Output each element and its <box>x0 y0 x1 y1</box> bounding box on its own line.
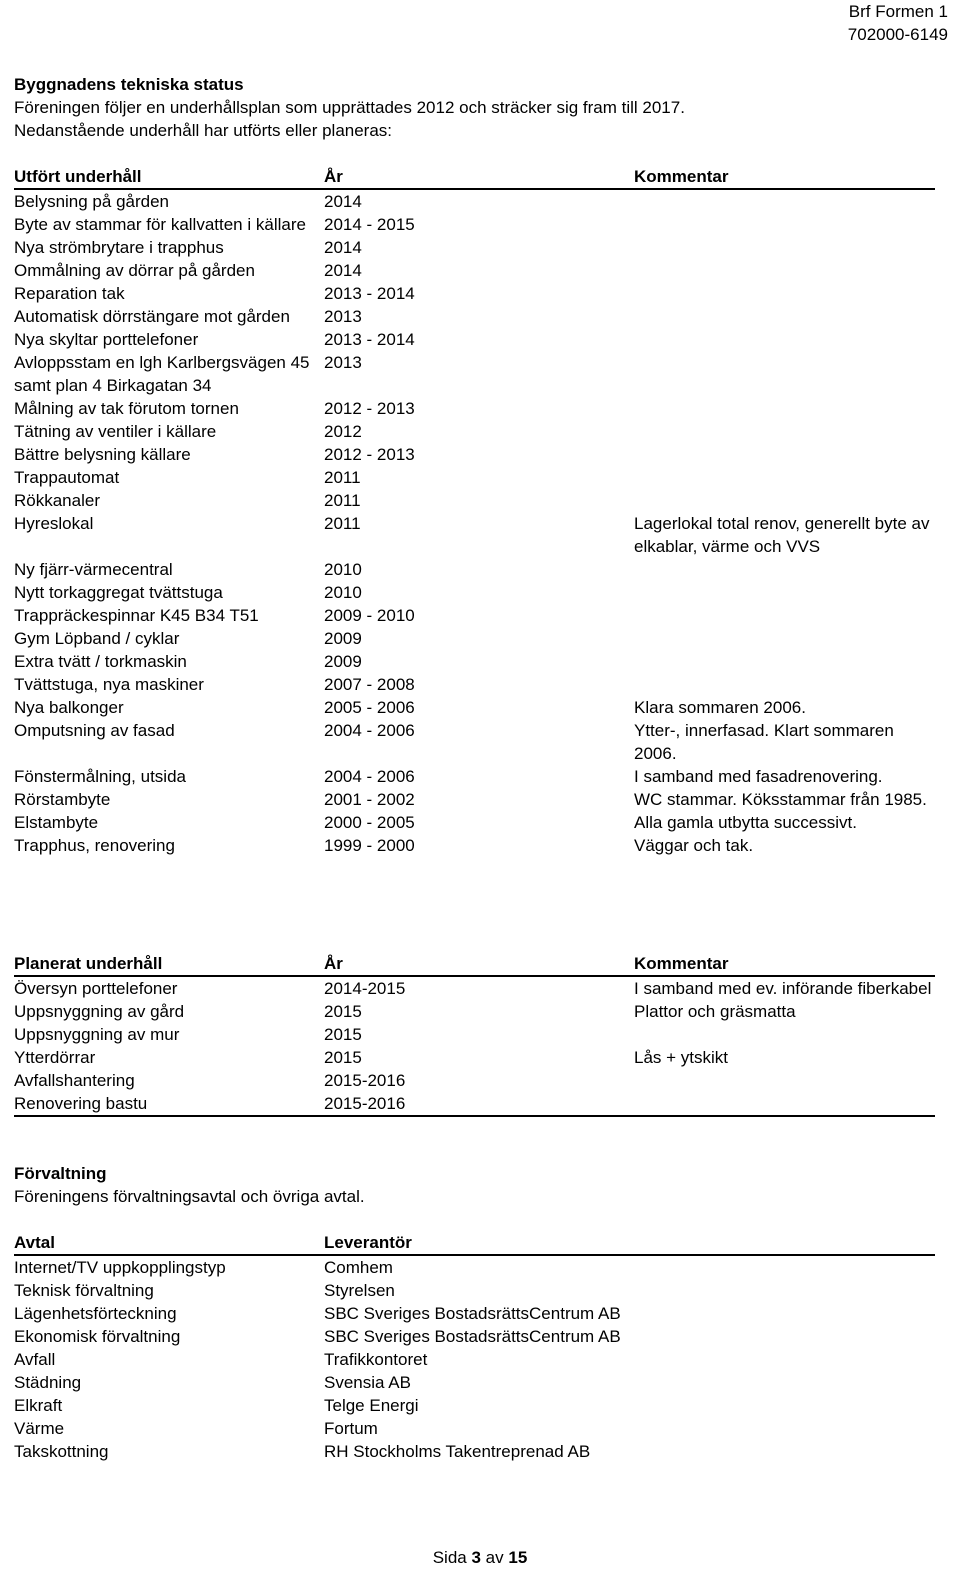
table-cell <box>634 650 935 673</box>
table-cell: 2013 - 2014 <box>324 284 415 303</box>
footer-prefix: Sida <box>432 1548 467 1567</box>
table-cell: 2011 <box>324 468 361 487</box>
table-cell: Omputsning av fasad <box>14 721 175 740</box>
contracts-table <box>14 1231 935 1463</box>
table-cell: Väggar och tak. <box>634 836 754 855</box>
table-cell: 2010 <box>324 583 362 602</box>
table-row <box>14 328 935 351</box>
table-cell: Belysning på gården <box>14 192 170 211</box>
table-row <box>14 1302 935 1325</box>
table-cell: Byte av stammar för kallvatten i källare <box>14 215 306 234</box>
done-col-year: År <box>324 165 634 189</box>
table-row <box>14 189 935 213</box>
table-row <box>14 1279 935 1302</box>
table-cell: Nya balkonger <box>14 698 124 717</box>
table-row <box>14 1023 935 1046</box>
table-cell: Plattor och gräsmatta <box>634 1002 796 1021</box>
table-cell: Internet/TV uppkopplingstyp <box>14 1258 226 1277</box>
table-cell: 2009 <box>324 629 362 648</box>
table-cell: 2011 <box>324 491 361 510</box>
table-cell: Trappautomat <box>14 468 120 487</box>
table-cell: 2015 <box>324 1048 362 1067</box>
table-cell: Nya strömbrytare i trapphus <box>14 238 224 257</box>
planned-col-comment: Kommentar <box>634 952 935 976</box>
table-row <box>14 512 935 558</box>
table-cell: 2001 - 2002 <box>324 790 415 809</box>
done-col-comment: Kommentar <box>634 165 935 189</box>
table-row <box>14 489 935 512</box>
table-row <box>14 282 935 305</box>
done-col-work: Utfört underhåll <box>14 165 324 189</box>
table-cell: 2012 - 2013 <box>324 399 415 418</box>
table-cell <box>634 420 935 443</box>
table-cell: 2009 <box>324 652 362 671</box>
table-cell: Ytterdörrar <box>14 1048 96 1067</box>
table-cell <box>634 627 935 650</box>
status-title: Byggnadens tekniska status <box>14 75 244 94</box>
table-cell: 2012 <box>324 422 362 441</box>
table-cell: 2004 - 2006 <box>324 721 415 740</box>
table-cell: Elstambyte <box>14 813 99 832</box>
table-cell: Klara sommaren 2006. <box>634 698 806 717</box>
table-cell: Svensia AB <box>324 1373 411 1392</box>
table-row <box>14 466 935 489</box>
status-section <box>14 73 935 142</box>
table-row <box>14 213 935 236</box>
table-row <box>14 351 935 397</box>
table-cell <box>634 282 935 305</box>
table-row <box>14 1000 935 1023</box>
table-cell: SBC Sveriges BostadsrättsCentrum AB <box>324 1304 621 1323</box>
table-cell: 2000 - 2005 <box>324 813 415 832</box>
table-row <box>14 558 935 581</box>
table-row <box>14 236 935 259</box>
table-cell: Översyn porttelefoner <box>14 979 178 998</box>
table-cell: Lägenhetsförteckning <box>14 1304 177 1323</box>
table-cell: 2015-2016 <box>324 1071 406 1090</box>
table-cell: Avfallshantering <box>14 1071 135 1090</box>
table-cell <box>634 673 935 696</box>
management-title: Förvaltning <box>14 1164 107 1183</box>
table-cell <box>634 581 935 604</box>
table-cell: 2013 <box>324 307 362 326</box>
table-cell: Målning av tak förutom tornen <box>14 399 239 418</box>
table-cell: Styrelsen <box>324 1281 395 1300</box>
planned-maintenance-section <box>14 952 935 1117</box>
table-cell: Renovering bastu <box>14 1094 148 1113</box>
table-cell <box>634 1069 935 1092</box>
page-footer <box>0 1546 960 1569</box>
table-cell: Nya skyltar porttelefoner <box>14 330 199 349</box>
status-line-2: Nedanstående underhåll har utförts eller planeras: <box>14 121 393 140</box>
table-cell: Ny fjärr-värmecentral <box>14 560 173 579</box>
table-cell: 2015 <box>324 1025 362 1044</box>
done-maintenance-rows <box>14 189 935 857</box>
table-cell: 2014-2015 <box>324 979 406 998</box>
footer-page-total: 15 <box>508 1548 528 1567</box>
management-section <box>14 1162 935 1208</box>
table-cell <box>634 1023 935 1046</box>
table-cell: 2011 <box>324 514 361 533</box>
table-cell: Lås + ytskikt <box>634 1048 729 1067</box>
table-cell: Telge Energi <box>324 1396 419 1415</box>
management-text: Föreningens förvaltningsavtal och övriga avtal. <box>14 1187 365 1206</box>
table-row <box>14 581 935 604</box>
table-cell: 2004 - 2006 <box>324 767 415 786</box>
table-cell: 2014 <box>324 261 362 280</box>
contracts-col-agreement: Avtal <box>14 1231 324 1255</box>
table-cell: Tvättstuga, nya maskiner <box>14 675 204 694</box>
table-cell: Alla gamla utbytta successivt. <box>634 813 857 832</box>
planned-col-work: Planerat underhåll <box>14 952 324 976</box>
contracts-col-supplier: Leverantör <box>324 1231 935 1255</box>
table-cell: 2015 <box>324 1002 362 1021</box>
table-row <box>14 1069 935 1092</box>
table-cell: Extra tvätt / torkmaskin <box>14 652 187 671</box>
table-row <box>14 1417 935 1440</box>
table-row <box>14 1348 935 1371</box>
table-cell <box>634 305 935 328</box>
table-cell: Automatisk dörrstängare mot gården <box>14 307 290 326</box>
table-cell <box>634 213 935 236</box>
table-row <box>14 788 935 811</box>
status-line-1: Föreningen följer en underhållsplan som upprättades 2012 och sträcker sig fram till 2017. <box>14 98 685 117</box>
table-cell: 2013 - 2014 <box>324 330 415 349</box>
table-cell: Ytter-, innerfasad. Klart sommaren 2006. <box>634 721 894 763</box>
table-cell: WC stammar. Köksstammar från 1985. <box>634 790 927 809</box>
table-cell <box>634 259 935 282</box>
org-number: 702000-6149 <box>847 25 948 44</box>
table-cell <box>634 443 935 466</box>
table-cell: Tätning av ventiler i källare <box>14 422 217 441</box>
table-cell: Hyreslokal <box>14 514 94 533</box>
table-row <box>14 1046 935 1069</box>
table-cell: Ommålning av dörrar på gården <box>14 261 255 280</box>
table-cell: Fönstermålning, utsida <box>14 767 186 786</box>
table-row <box>14 811 935 834</box>
table-cell: 2009 - 2010 <box>324 606 415 625</box>
table-cell: 2012 - 2013 <box>324 445 415 464</box>
table-cell: Nytt torkaggregat tvättstuga <box>14 583 223 602</box>
table-cell <box>634 558 935 581</box>
table-cell: I samband med ev. införande fiberkabel <box>634 979 932 998</box>
footer-separator: av <box>485 1548 504 1567</box>
table-cell: RH Stockholms Takentreprenad AB <box>324 1442 591 1461</box>
table-cell: 2007 - 2008 <box>324 675 415 694</box>
table-cell: I samband med fasadrenovering. <box>634 767 883 786</box>
done-maintenance-section <box>14 165 935 857</box>
table-row <box>14 397 935 420</box>
table-row <box>14 305 935 328</box>
table-cell: 2014 <box>324 192 362 211</box>
table-cell: Avloppsstam en lgh Karlbergsvägen 45 samt plan 4 Birkagatan 34 <box>14 353 310 395</box>
table-cell: Fortum <box>324 1419 378 1438</box>
table-row <box>14 650 935 673</box>
contracts-section <box>14 1231 935 1463</box>
table-row <box>14 1371 935 1394</box>
table-row <box>14 1255 935 1279</box>
table-cell: Avfall <box>14 1350 56 1369</box>
table-cell: Comhem <box>324 1258 393 1277</box>
table-cell <box>634 604 935 627</box>
table-cell: Rökkanaler <box>14 491 100 510</box>
table-cell: Trapphus, renovering <box>14 836 175 855</box>
table-row <box>14 673 935 696</box>
table-cell: Rörstambyte <box>14 790 111 809</box>
table-cell: Ekonomisk förvaltning <box>14 1327 181 1346</box>
table-row <box>14 976 935 1000</box>
table-cell: Trafikkontoret <box>324 1350 428 1369</box>
table-cell: Uppsnyggning av gård <box>14 1002 185 1021</box>
table-cell <box>634 189 935 213</box>
table-cell: 2014 - 2015 <box>324 215 415 234</box>
planned-col-year: År <box>324 952 634 976</box>
table-cell: Takskottning <box>14 1442 109 1461</box>
table-row <box>14 627 935 650</box>
table-row <box>14 696 935 719</box>
table-row <box>14 834 935 857</box>
table-cell: Trappräckespinnar K45 B34 T51 <box>14 606 259 625</box>
table-row <box>14 765 935 788</box>
table-cell: 2015-2016 <box>324 1094 406 1113</box>
table-cell: Städning <box>14 1373 82 1392</box>
table-row <box>14 604 935 627</box>
planned-maintenance-rows <box>14 976 935 1116</box>
table-cell: 1999 - 2000 <box>324 836 415 855</box>
table-row <box>14 719 935 765</box>
table-cell <box>634 236 935 259</box>
table-cell: Värme <box>14 1419 65 1438</box>
table-cell: Bättre belysning källare <box>14 445 191 464</box>
footer-page-number: 3 <box>471 1548 481 1567</box>
table-cell: Reparation tak <box>14 284 125 303</box>
table-cell <box>634 397 935 420</box>
contracts-rows <box>14 1255 935 1463</box>
table-cell: SBC Sveriges BostadsrättsCentrum AB <box>324 1327 621 1346</box>
table-row <box>14 1394 935 1417</box>
table-cell: Elkraft <box>14 1396 63 1415</box>
table-cell <box>634 1092 935 1116</box>
table-cell: Teknisk förvaltning <box>14 1281 154 1300</box>
table-cell: 2005 - 2006 <box>324 698 415 717</box>
org-name: Brf Formen 1 <box>848 2 948 21</box>
table-cell <box>634 466 935 489</box>
table-row <box>14 1092 935 1116</box>
table-cell: Lagerlokal total renov, generellt byte av elkablar, värme och VVS <box>634 514 930 556</box>
table-cell: 2013 <box>324 353 362 372</box>
table-cell: Uppsnyggning av mur <box>14 1025 180 1044</box>
table-row <box>14 1325 935 1348</box>
table-cell <box>634 351 935 397</box>
table-row <box>14 1440 935 1463</box>
table-row <box>14 420 935 443</box>
table-cell <box>634 328 935 351</box>
table-cell: 2014 <box>324 238 362 257</box>
table-cell: Gym Löpband / cyklar <box>14 629 180 648</box>
done-maintenance-table <box>14 165 935 857</box>
table-cell: 2010 <box>324 560 362 579</box>
table-row <box>14 443 935 466</box>
table-row <box>14 259 935 282</box>
page-header <box>848 0 948 46</box>
planned-table-bottom-rule <box>14 1116 935 1117</box>
planned-maintenance-table <box>14 952 935 1117</box>
table-cell <box>634 489 935 512</box>
